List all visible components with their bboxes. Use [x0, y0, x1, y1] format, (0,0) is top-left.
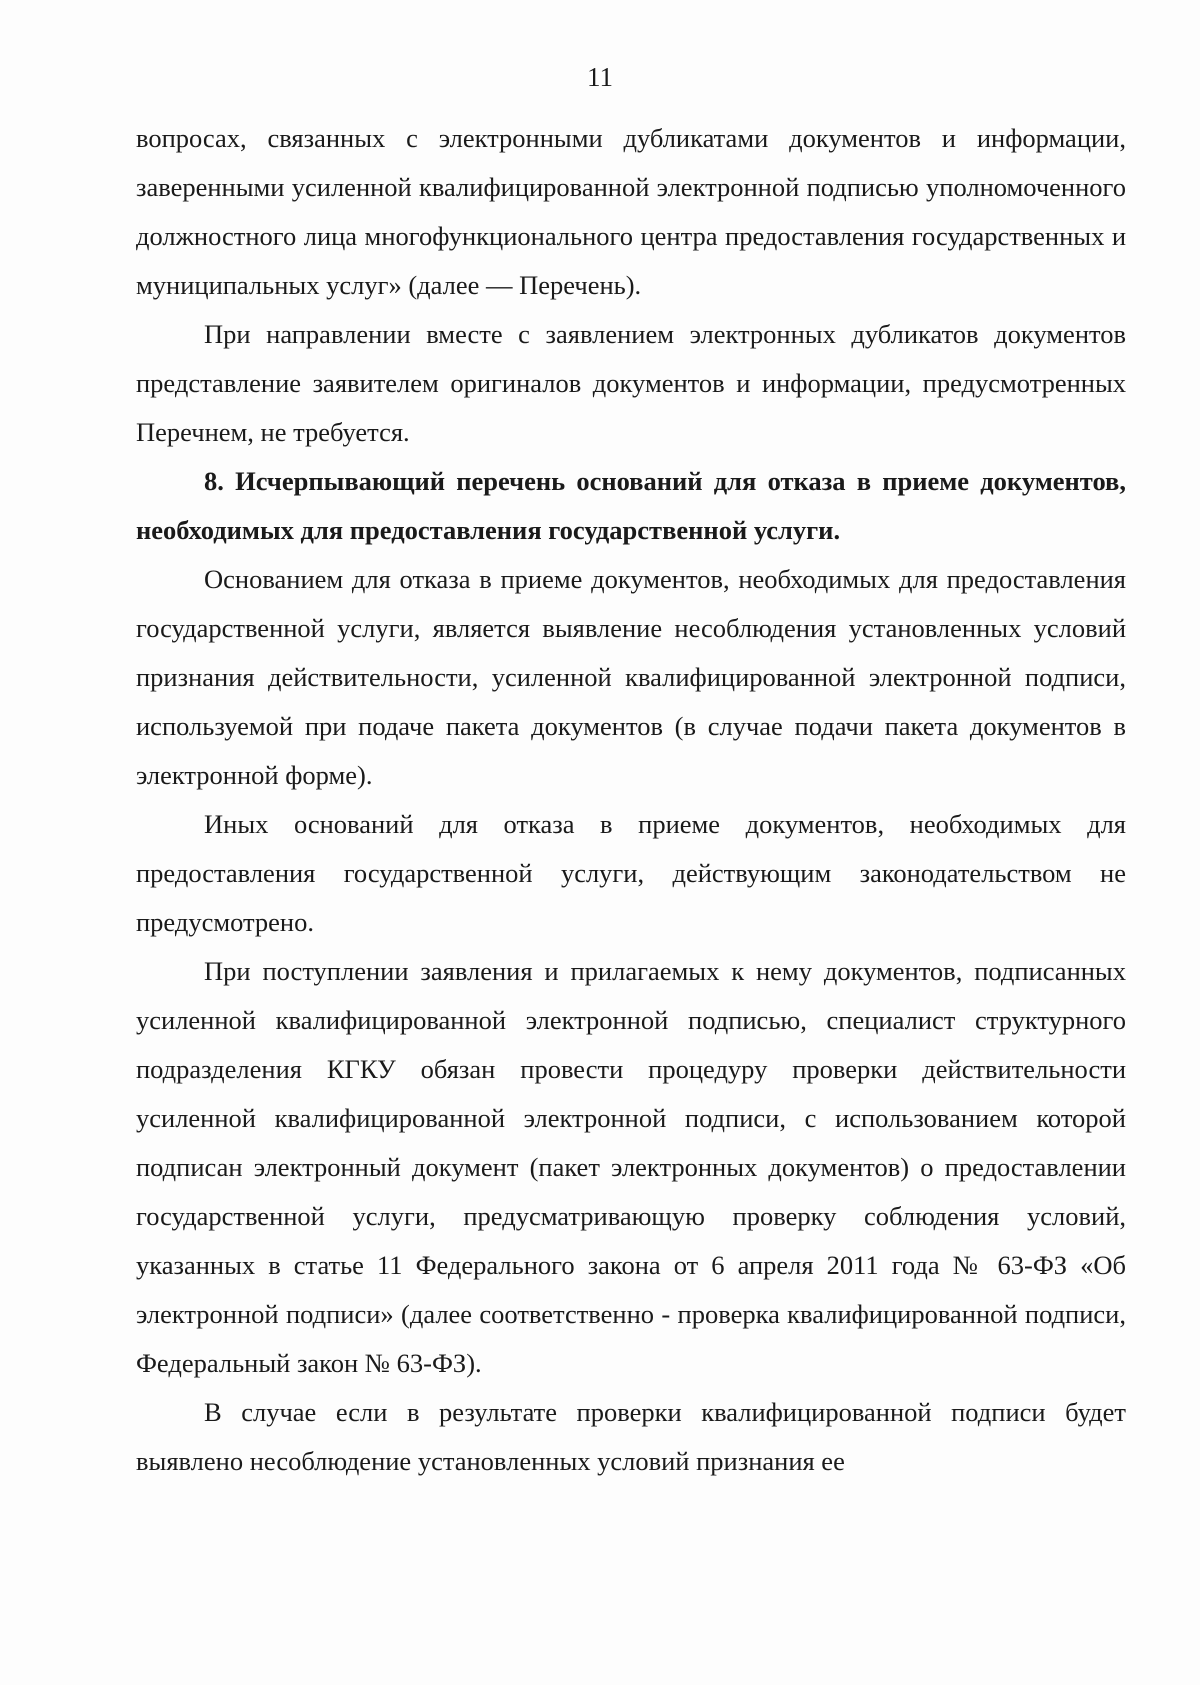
section-heading-8: 8. Исчерпывающий перечень оснований для отказа в приеме документов, необходимых для предоставления государственной услуги.: [136, 466, 1126, 545]
paragraph-no-other-basis: Иных оснований для отказа в приеме документов, необходимых для предоставления государственной услуги, действующим законодательством не предусмотрено.: [136, 809, 1126, 937]
document-body: [136, 114, 1126, 1486]
paragraph-signature-check: При поступлении заявления и прилагаемых к нему документов, подписанных усиленной квалифицированной электронной подписью, специалист структурного подразделения КГКУ обязан провести процедуру проверки действительности усиленной квалифицированной электронной подписи, с использованием которой подписан электронный документ (пакет электронных документов) о предоставлении государственной услуги, предусматривающую проверку соблюдения условий, указанных в статье 11 Федерального закона от 6 апреля 2011 года № 63-ФЗ «Об электронной подписи» (далее соответственно - проверка квалифицированной подписи, Федеральный закон № 63-ФЗ).: [136, 956, 1126, 1378]
page-number: 11: [587, 62, 613, 92]
paragraph-duplicates: При направлении вместе с заявлением электронных дубликатов документов представление заявителем оригиналов документов и информации, предусмотренных Перечнем, не требуется.: [136, 319, 1126, 447]
paragraph-continuation: вопросах, связанных с электронными дубликатами документов и информации, заверенными усиленной квалифицированной электронной подписью уполномоченного должностного лица многофункционального центра предоставления государственных и муниципальных услуг» (далее — Перечень).: [136, 123, 1126, 300]
paragraph-check-result: В случае если в результате проверки квалифицированной подписи будет выявлено несоблюдение установленных условий признания ее: [136, 1397, 1126, 1476]
paragraph-refusal-basis: Основанием для отказа в приеме документов, необходимых для предоставления государственной услуги, является выявление несоблюдения установленных условий признания действительности, усиленной квалифицированной электронной подписи, используемой при подаче пакета документов (в случае подачи пакета документов в электронной форме).: [136, 564, 1126, 790]
